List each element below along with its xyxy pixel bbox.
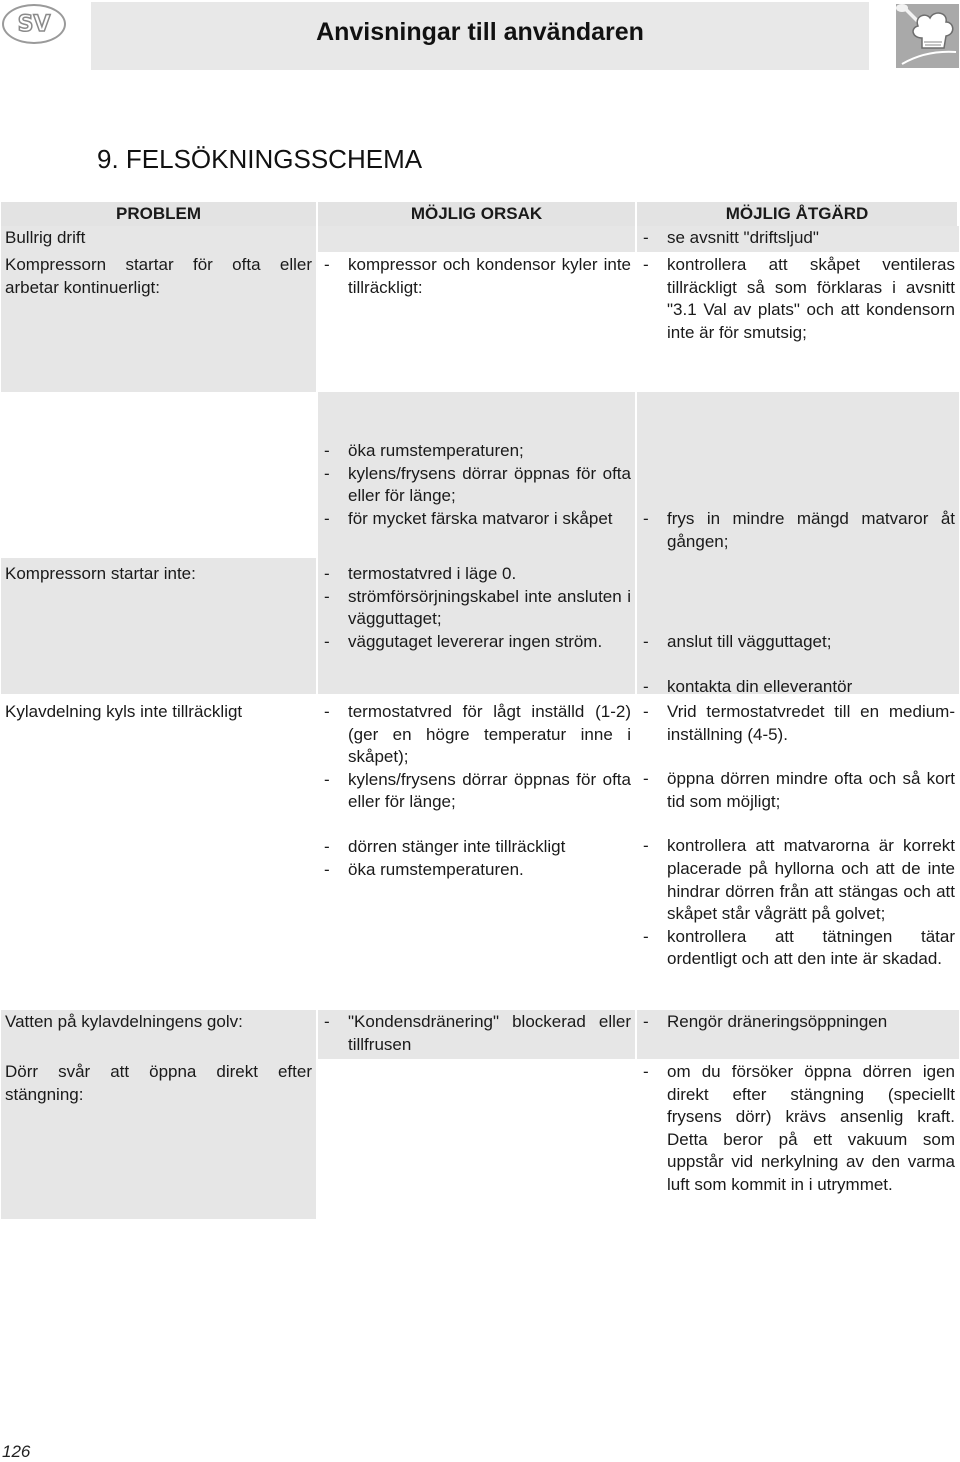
row-compressor-often-cause bbox=[318, 252, 637, 392]
list-item: - kontrollera att skåpet ventileras tillräckligt så som förklaras i avsnitt "3.1 Val av plats" och att kondensorn inte är för smutsig; bbox=[643, 255, 955, 342]
page-title: Anvisningar till användaren bbox=[316, 18, 644, 46]
row-compressor-often-action bbox=[637, 252, 959, 392]
header-bar bbox=[91, 2, 869, 70]
list-item: - för mycket färska matvaror i skåpet bbox=[324, 508, 613, 528]
column-header-action: MÖJLIG ÅTGÄRD bbox=[637, 202, 959, 226]
list-item: - strömförsörjningskabel inte ansluten i vägguttaget; bbox=[324, 586, 631, 629]
chef-hat-spoon-icon bbox=[896, 4, 959, 68]
list-item: - anslut till vägguttaget; bbox=[643, 632, 832, 651]
column-header-cause: MÖJLIG ORSAK bbox=[318, 202, 637, 226]
row-compressor-often-problem: Kompressorn startar för ofta eller arbetar kontinuerligt: bbox=[1, 252, 318, 392]
row-water-problem: Vatten på kylavdelningens golv: bbox=[1, 1010, 318, 1059]
row-door-problem: Dörr svår att öppna direkt efter stängning: bbox=[1, 1059, 318, 1219]
list-item: - Rengör dräneringsöppningen bbox=[643, 1012, 888, 1031]
list-item: - öppna dörren mindre ofta och så kort tid som möjligt; bbox=[643, 769, 955, 811]
row-compressor-not-start-action bbox=[637, 558, 959, 694]
list-item: - kylens/frysens dörrar öppnas för ofta eller för länge; bbox=[324, 769, 631, 812]
row-cooling-cause bbox=[318, 694, 637, 1010]
language-badge bbox=[2, 4, 66, 44]
list-item: - väggutaget levererar ingen ström. bbox=[324, 631, 603, 651]
row-compressor-not-start-cause bbox=[318, 558, 637, 694]
list-item: - kompressor och kondensor kyler inte tillräckligt: bbox=[324, 255, 631, 297]
row-noisy-cause bbox=[318, 226, 637, 252]
list-item: - Vrid termostatvredet till en medium-inställning (4-5). bbox=[643, 702, 955, 744]
row-water-action bbox=[637, 1010, 959, 1059]
row-cooling-action bbox=[637, 694, 959, 1010]
page-number: 126 bbox=[2, 1442, 31, 1461]
row-cooling-problem: Kylavdelning kyls inte tillräckligt bbox=[1, 694, 318, 1010]
row-door-cause bbox=[318, 1059, 637, 1219]
row-noisy-action bbox=[637, 226, 959, 252]
row-compressor-often-spacer bbox=[1, 392, 318, 558]
list-item: - öka rumstemperaturen. bbox=[324, 859, 524, 879]
list-item: - "Kondensdränering" blockerad eller tillfrusen bbox=[324, 1012, 631, 1054]
list-item: - dörren stänger inte tillräckligt bbox=[324, 836, 566, 856]
column-header-problem: PROBLEM bbox=[1, 202, 318, 226]
row-water-cause bbox=[318, 1010, 637, 1059]
row-compressor-often-cause-more bbox=[318, 392, 637, 558]
row-compressor-often-action-more bbox=[637, 392, 959, 558]
row-door-action bbox=[637, 1059, 959, 1219]
list-item: - termostatvred för lågt inställd (1-2) (ger en högre temperatur inne i skåpet); bbox=[324, 702, 631, 767]
list-item: - kylens/frysens dörrar öppnas för ofta eller för länge; bbox=[324, 463, 631, 506]
list-item: - frys in mindre mängd matvaror åt gången; bbox=[643, 509, 955, 551]
list-item: - kontrollera att matvarorna är korrekt placerade på hyllorna och att de inte hindrar dörren från att stängas och att skåpet står vågrätt på golvet; bbox=[643, 836, 955, 924]
row-noisy-problem: Bullrig drift bbox=[1, 226, 318, 252]
list-item: - termostatvred i läge 0. bbox=[324, 564, 517, 583]
language-code: SV bbox=[17, 11, 51, 37]
section-title: 9. FELSÖKNINGSSCHEMA bbox=[97, 144, 423, 174]
list-item: - se avsnitt "driftsljud" bbox=[643, 228, 819, 247]
list-item: - om du försöker öppna dörren igen direkt efter stängning (speciellt frysens dörr) krävs ansenlig kraft. Detta beror på ett vakuum som uppstår vid nerkylning av den varma luft som kommit in i utrymmet. bbox=[643, 1062, 955, 1194]
row-compressor-not-start-problem: Kompressorn startar inte: bbox=[1, 558, 318, 694]
list-item: - kontrollera att tätningen tätar ordentligt och att den inte är skadad. bbox=[643, 926, 955, 969]
list-item: - kontakta din elleverantör bbox=[643, 676, 853, 696]
list-item: - öka rumstemperaturen; bbox=[324, 441, 524, 460]
troubleshooting-table bbox=[1, 202, 959, 1219]
